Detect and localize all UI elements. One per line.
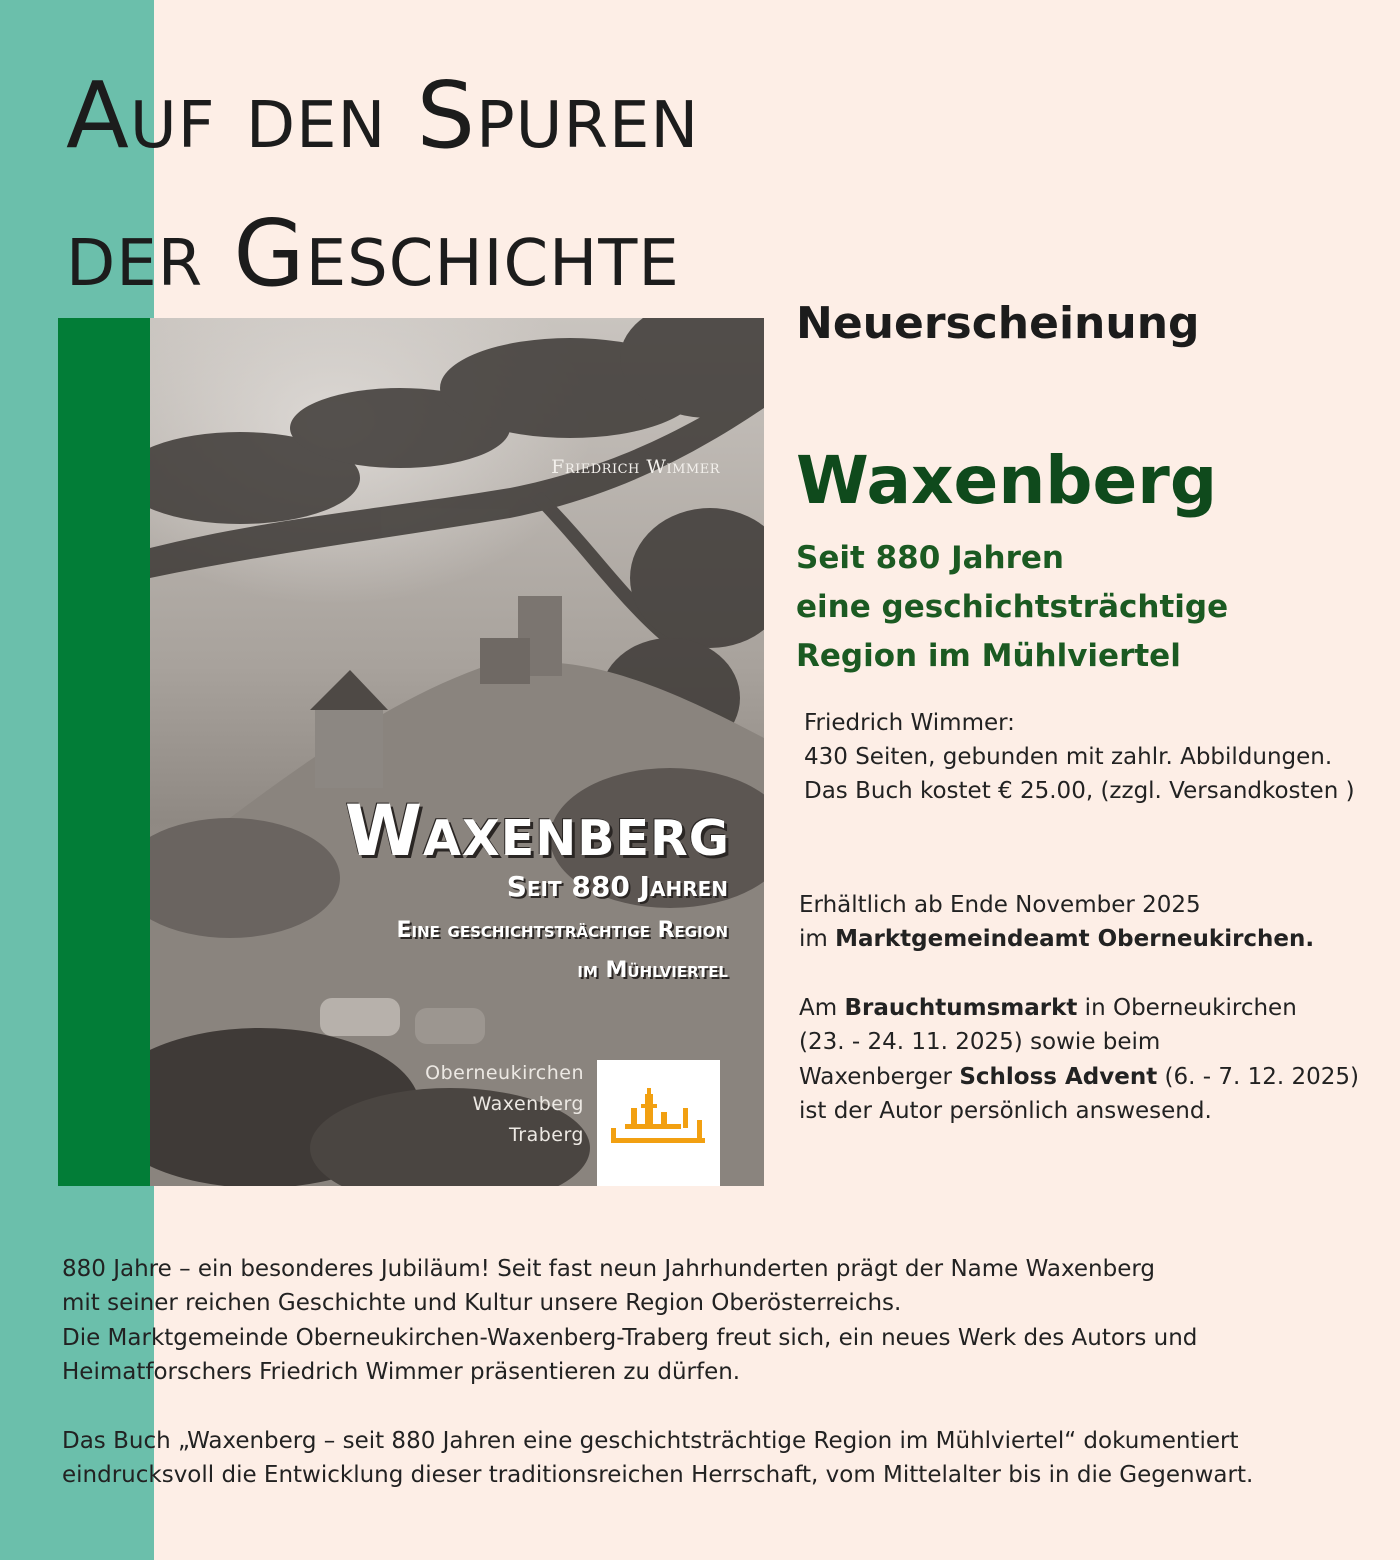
book-subtitle-line: Region im Mühlviertel bbox=[796, 638, 1181, 674]
castle-logo-icon bbox=[597, 1060, 720, 1186]
book-pages-line: 430 Seiten, gebunden mit zahlr. Abbildungen. bbox=[804, 744, 1333, 770]
availability-line-1: Erhältlich ab Ende November 2025 bbox=[799, 892, 1201, 918]
availability-prefix: im bbox=[799, 926, 836, 952]
body-text-line: eindrucksvoll die Entwicklung dieser traditionsreichen Herrschaft, vom Mittelalter bis in die Gegenwart. bbox=[62, 1462, 1254, 1488]
body-text-line: Die Marktgemeinde Oberneukirchen-Waxenberg-Traberg freut sich, ein neues Werk des Autors und bbox=[62, 1325, 1198, 1351]
cover-author: Friedrich Wimmer bbox=[551, 456, 720, 478]
event-name-schloss-advent: Schloss Advent bbox=[959, 1064, 1158, 1090]
cover-place: Oberneukirchen bbox=[425, 1062, 584, 1084]
municipality-logo bbox=[597, 1060, 720, 1186]
page-title-line-2: der Geschichte bbox=[66, 200, 680, 307]
book-author-line: Friedrich Wimmer: bbox=[804, 710, 1015, 736]
events-line-1 bbox=[799, 997, 1297, 1020]
events-suffix: (6. - 7. 12. 2025) bbox=[1157, 1064, 1360, 1090]
availability-line-2 bbox=[799, 928, 1314, 951]
cover-subtitle-2: Eine geschichtsträchtige Region bbox=[396, 918, 728, 943]
book-price-line: Das Buch kostet € 25.00, (zzgl. Versandkosten ) bbox=[804, 778, 1355, 804]
events-prefix: Am bbox=[799, 995, 845, 1021]
announcement-label: Neuerscheinung bbox=[796, 298, 1200, 349]
event-name-brauchtumsmarkt: Brauchtumsmarkt bbox=[844, 995, 1078, 1021]
events-line-4: ist der Autor persönlich answesend. bbox=[799, 1098, 1212, 1124]
cover-title: Waxenberg bbox=[344, 790, 730, 872]
events-prefix: Waxenberger bbox=[799, 1064, 960, 1090]
events-suffix: in Oberneukirchen bbox=[1077, 995, 1297, 1021]
book-subtitle-line: eine geschichtsträchtige bbox=[796, 589, 1229, 625]
body-text-line: Heimatforschers Friedrich Wimmer präsentieren zu dürfen. bbox=[62, 1359, 741, 1385]
book-subtitle-line: Seit 880 Jahren bbox=[796, 540, 1064, 576]
availability-location: Marktgemeindeamt Oberneukirchen. bbox=[835, 926, 1315, 952]
cover-place: Waxenberg bbox=[472, 1093, 584, 1115]
events-line-2: (23. - 24. 11. 2025) sowie beim bbox=[799, 1029, 1161, 1055]
cover-place: Traberg bbox=[508, 1124, 584, 1146]
events-line-3 bbox=[799, 1066, 1359, 1089]
cover-places bbox=[380, 1058, 584, 1151]
body-text-line: Das Buch „Waxenberg – seit 880 Jahren eine geschichtsträchtige Region im Mühlviertel“ dokumentiert bbox=[62, 1428, 1239, 1454]
body-text-line: 880 Jahre – ein besonderes Jubiläum! Seit fast neun Jahrhunderten prägt der Name Waxenberg bbox=[62, 1256, 1156, 1282]
body-text-line: mit seiner reichen Geschichte und Kultur unsere Region Oberösterreichs. bbox=[62, 1290, 902, 1316]
book-title: Waxenberg bbox=[796, 442, 1218, 519]
green-accent-band bbox=[58, 318, 150, 1186]
book-cover bbox=[150, 318, 764, 1186]
page-title-line-1: Auf den Spuren bbox=[66, 62, 700, 169]
cover-subtitle-3: im Mühlviertel bbox=[577, 958, 728, 983]
cover-landscape-illustration bbox=[150, 318, 764, 1186]
cover-subtitle-1: Seit 880 Jahren bbox=[506, 870, 728, 903]
